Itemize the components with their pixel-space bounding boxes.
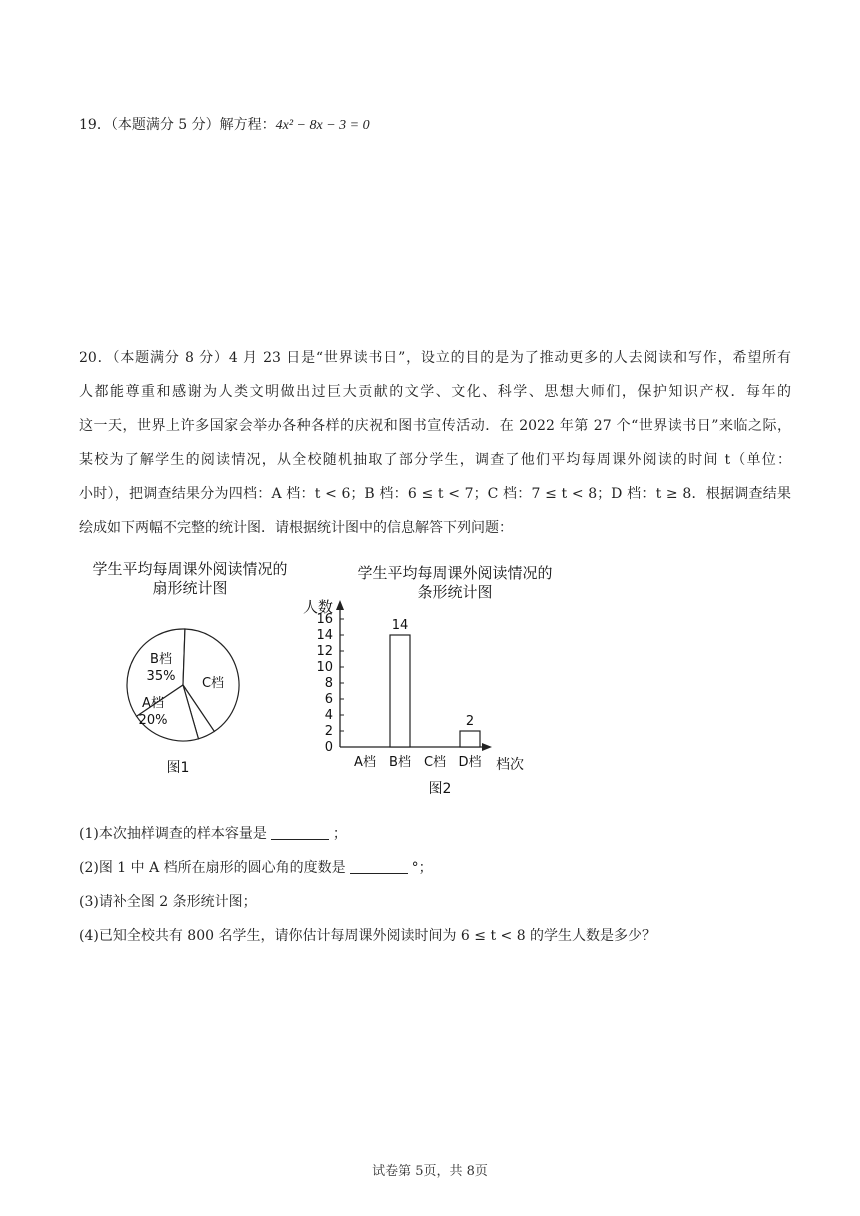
pie-slice-label: A档	[142, 696, 164, 711]
answer-blank[interactable]	[350, 859, 408, 874]
bar-title-line-2: 条形统计图	[417, 583, 493, 601]
x-axis-label: 档次	[496, 757, 524, 773]
q20-line: 绘成如下两幅不完整的统计图．请根据统计图中的信息解答下列问题：	[79, 520, 513, 536]
q19-prompt: 解方程：	[219, 117, 276, 133]
x-tick-label: B档	[389, 755, 411, 770]
bar-y-axis-label: 人数	[302, 598, 334, 616]
bar-title-line-1: 学生平均每周课外阅读情况的	[357, 564, 553, 582]
q20-line: 20．（本题满分 8 分）4 月 23 日是“世界读书日”，设立的目的是为了推动更多的人去阅读和写作，希望所有	[79, 350, 791, 366]
bar-data-label: 2	[465, 714, 475, 729]
bar-chart	[303, 564, 553, 797]
y-tick-label: 14	[316, 628, 333, 643]
y-tick-label: 12	[316, 644, 333, 659]
q19-equation: 4x² − 8x − 3 = 0	[275, 118, 370, 133]
answer-blank[interactable]	[271, 825, 329, 840]
y-tick-label: 4	[324, 708, 333, 723]
x-tick-label: A档	[354, 755, 376, 770]
q20-line: 某校为了解学生的阅读情况，从全校随机抽取了部分学生，调查了他们平均每周课外阅读的时间 t（单位：	[79, 452, 791, 468]
x-axis-arrow	[482, 743, 492, 751]
y-tick-label: 2	[324, 724, 333, 739]
bar-B档	[390, 635, 410, 747]
bar-caption: 图2	[428, 781, 452, 797]
y-tick-label: 10	[316, 660, 333, 675]
q19-score: （本题满分 5 分）	[110, 117, 220, 133]
sub-question-4: (4)已知全校共有 800 名学生，请你估计每周课外阅读时间为 6 ≤ t < 8 的学生人数是多少？	[79, 928, 657, 944]
sub-question-1: (1)本次抽样调查的样本容量是 ；	[79, 826, 347, 842]
question-20-text	[79, 341, 791, 545]
q20-line: 人都能尊重和感谢为人类文明做出过巨大贡献的文学、文化、科学、思想大师们，保护知识产权．每年的	[79, 384, 791, 400]
page-footer: 试卷第 5页，共 8页	[372, 1164, 488, 1179]
pie-slice-label: B档	[150, 652, 172, 667]
bar-data-label: 14	[391, 618, 409, 633]
pie-title-line-1: 学生平均每周课外阅读情况的	[92, 560, 288, 578]
sub-question-3: (3)请补全图 2 条形统计图；	[79, 894, 257, 910]
y-axis-arrow	[336, 600, 344, 610]
sub-question-2: (2)图 1 中 A 档所在扇形的圆心角的度数是 °；	[79, 860, 433, 876]
question-19	[79, 114, 370, 134]
pie-slice-label: C档	[201, 676, 225, 691]
pie-chart	[92, 560, 287, 776]
q20-line: 小时），把调查结果分为四档：A 档：t < 6；B 档：6 ≤ t < 7；C 档：7 ≤ t < 8；D 档：t ≥ 8．根据调查结果	[79, 486, 791, 502]
statistics-figures	[0, 550, 860, 810]
y-tick-label: 6	[324, 692, 333, 707]
y-tick-label: 0	[324, 740, 333, 755]
y-tick-label: 8	[324, 676, 333, 691]
bar-D档	[460, 731, 480, 747]
x-tick-label: D档	[458, 755, 482, 770]
q19-number: 19．	[79, 117, 111, 133]
pie-slice-percent: 20%	[138, 713, 168, 728]
pie-title-line-2: 扇形统计图	[152, 579, 228, 597]
y-tick-label: 16	[316, 612, 333, 627]
pie-caption: 图1	[166, 760, 190, 776]
q20-line: 这一天，世界上许多国家会举办各种各样的庆祝和图书宣传活动．在 2022 年第 27 个“世界读书日”来临之际，	[79, 418, 791, 434]
pie-slice-percent: 35%	[146, 669, 176, 684]
x-tick-label: C档	[423, 755, 447, 770]
